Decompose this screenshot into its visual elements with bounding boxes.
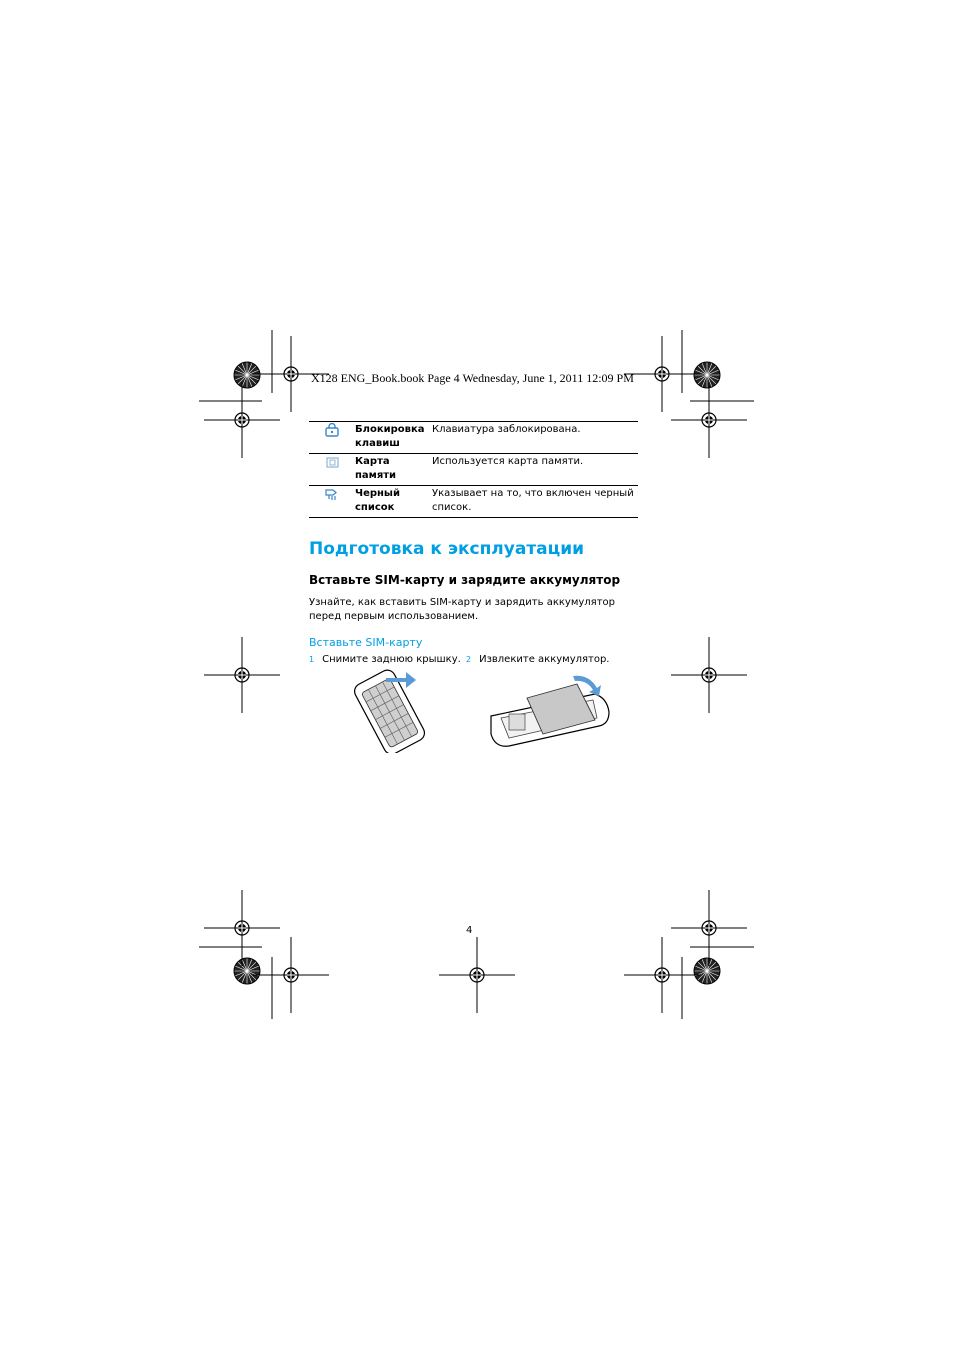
table-cell-name: Блокировка клавиш: [355, 422, 432, 454]
step-number: 2: [466, 655, 472, 664]
intro-paragraph: Узнайте, как вставить SIM-карту и зарядить аккумулятор перед первым использованием.: [309, 597, 615, 622]
step-text: Снимите заднюю крышку.: [322, 654, 461, 665]
subsection-title: Вставьте SIM-карту и зарядите аккумулятор: [309, 573, 621, 587]
page-number: 4: [466, 925, 473, 936]
section-title: Подготовка к эксплуатации: [309, 539, 585, 559]
blacklist-icon: [324, 487, 340, 501]
sub-heading: Вставьте SIM-карту: [309, 636, 423, 649]
table-cell-description: Используется карта памяти.: [432, 454, 638, 486]
table-row: [309, 454, 638, 486]
step-number: 1: [309, 655, 315, 664]
step-text: Извлеките аккумулятор.: [479, 654, 610, 665]
lock-icon: [324, 423, 340, 437]
step-2: [466, 654, 610, 665]
table-cell-description: Клавиатура заблокирована.: [432, 422, 638, 454]
table-cell-name: Карта памяти: [355, 454, 432, 486]
remove-battery-illustration: [485, 668, 615, 753]
print-header: X128 ENG_Book.book Page 4 Wednesday, June 1, 2011 12:09 PM: [311, 371, 634, 385]
remove-back-cover-illustration: [350, 668, 450, 753]
memory-card-icon: [324, 455, 340, 469]
table-cell-name: Черный список: [355, 486, 432, 518]
step-1: [309, 654, 461, 665]
table-row: [309, 486, 638, 518]
table-cell-description: Указывает на то, что включен черный список.: [432, 486, 638, 518]
table-row: [309, 422, 638, 454]
status-icon-table: [309, 421, 638, 518]
